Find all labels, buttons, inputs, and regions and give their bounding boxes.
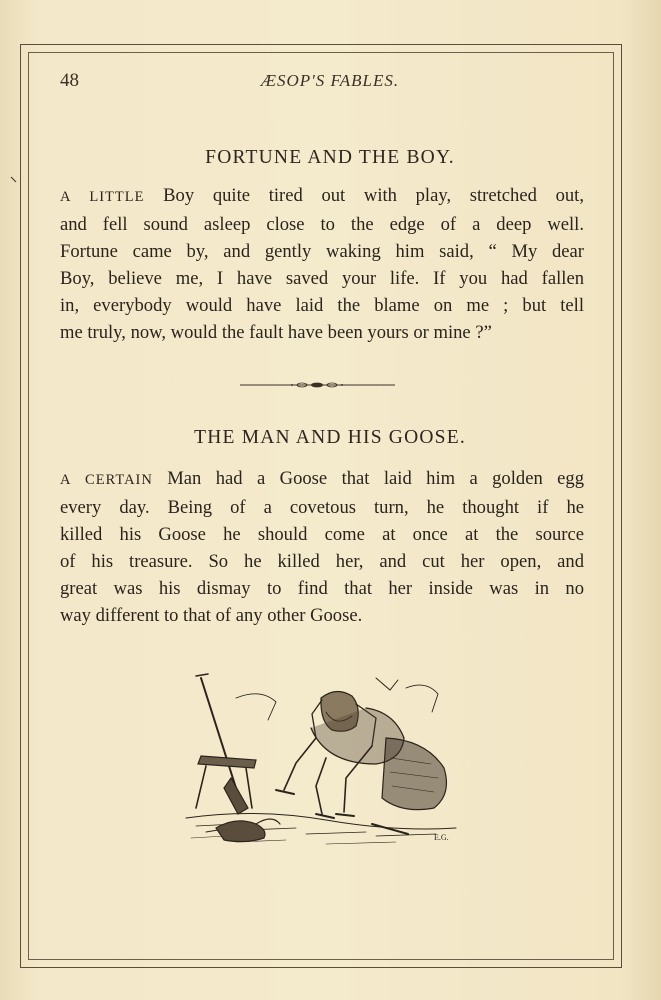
lead-small-caps: A LITTLE — [60, 189, 145, 205]
text-line: A LITTLE Boy quite tired out with play, stretched out, — [60, 185, 584, 206]
text-line: Boy, believe me, I have saved your life. If you had fallen — [60, 268, 584, 289]
text-line: and fell sound asleep close to the edge of a deep well. — [60, 214, 584, 235]
text-line: me truly, now, would the fault have been yours or mine ?” — [60, 322, 492, 343]
text-line: great was his dismay to find that her inside was in no — [60, 578, 584, 599]
engraving-man-with-dead-goose — [176, 668, 466, 858]
text-line: of his treasure. So he killed her, and cut her open, and — [60, 551, 584, 572]
fable-title-fortune-and-the-boy: FORTUNE AND THE BOY. — [205, 147, 455, 168]
text-line: in, everybody would have laid the blame on me ; but tell — [60, 295, 584, 316]
text-line: killed his Goose he should come at once at the source — [60, 524, 584, 545]
fable-text-fortune-and-the-boy — [60, 182, 584, 346]
text-line: way different to that of any other Goose. — [60, 605, 363, 626]
fable-text-man-and-his-goose — [60, 465, 584, 629]
fable-title-man-and-his-goose: THE MAN AND HIS GOOSE. — [194, 427, 466, 448]
page-header — [60, 70, 600, 94]
page-number: 48 — [60, 70, 79, 91]
text-line: every day. Being of a covetous turn, he thought if he — [60, 497, 584, 518]
lead-small-caps: A CERTAIN — [60, 472, 153, 488]
running-head: ÆSOP'S FABLES. — [260, 71, 400, 90]
margin-mark — [10, 176, 18, 184]
ornamental-divider — [240, 380, 395, 390]
text-line: Fortune came by, and gently waking him said, “ My dear — [60, 241, 584, 262]
text-line: A CERTAIN Man had a Goose that laid him a golden egg — [60, 468, 584, 489]
artist-signature: E.G. — [434, 833, 449, 842]
